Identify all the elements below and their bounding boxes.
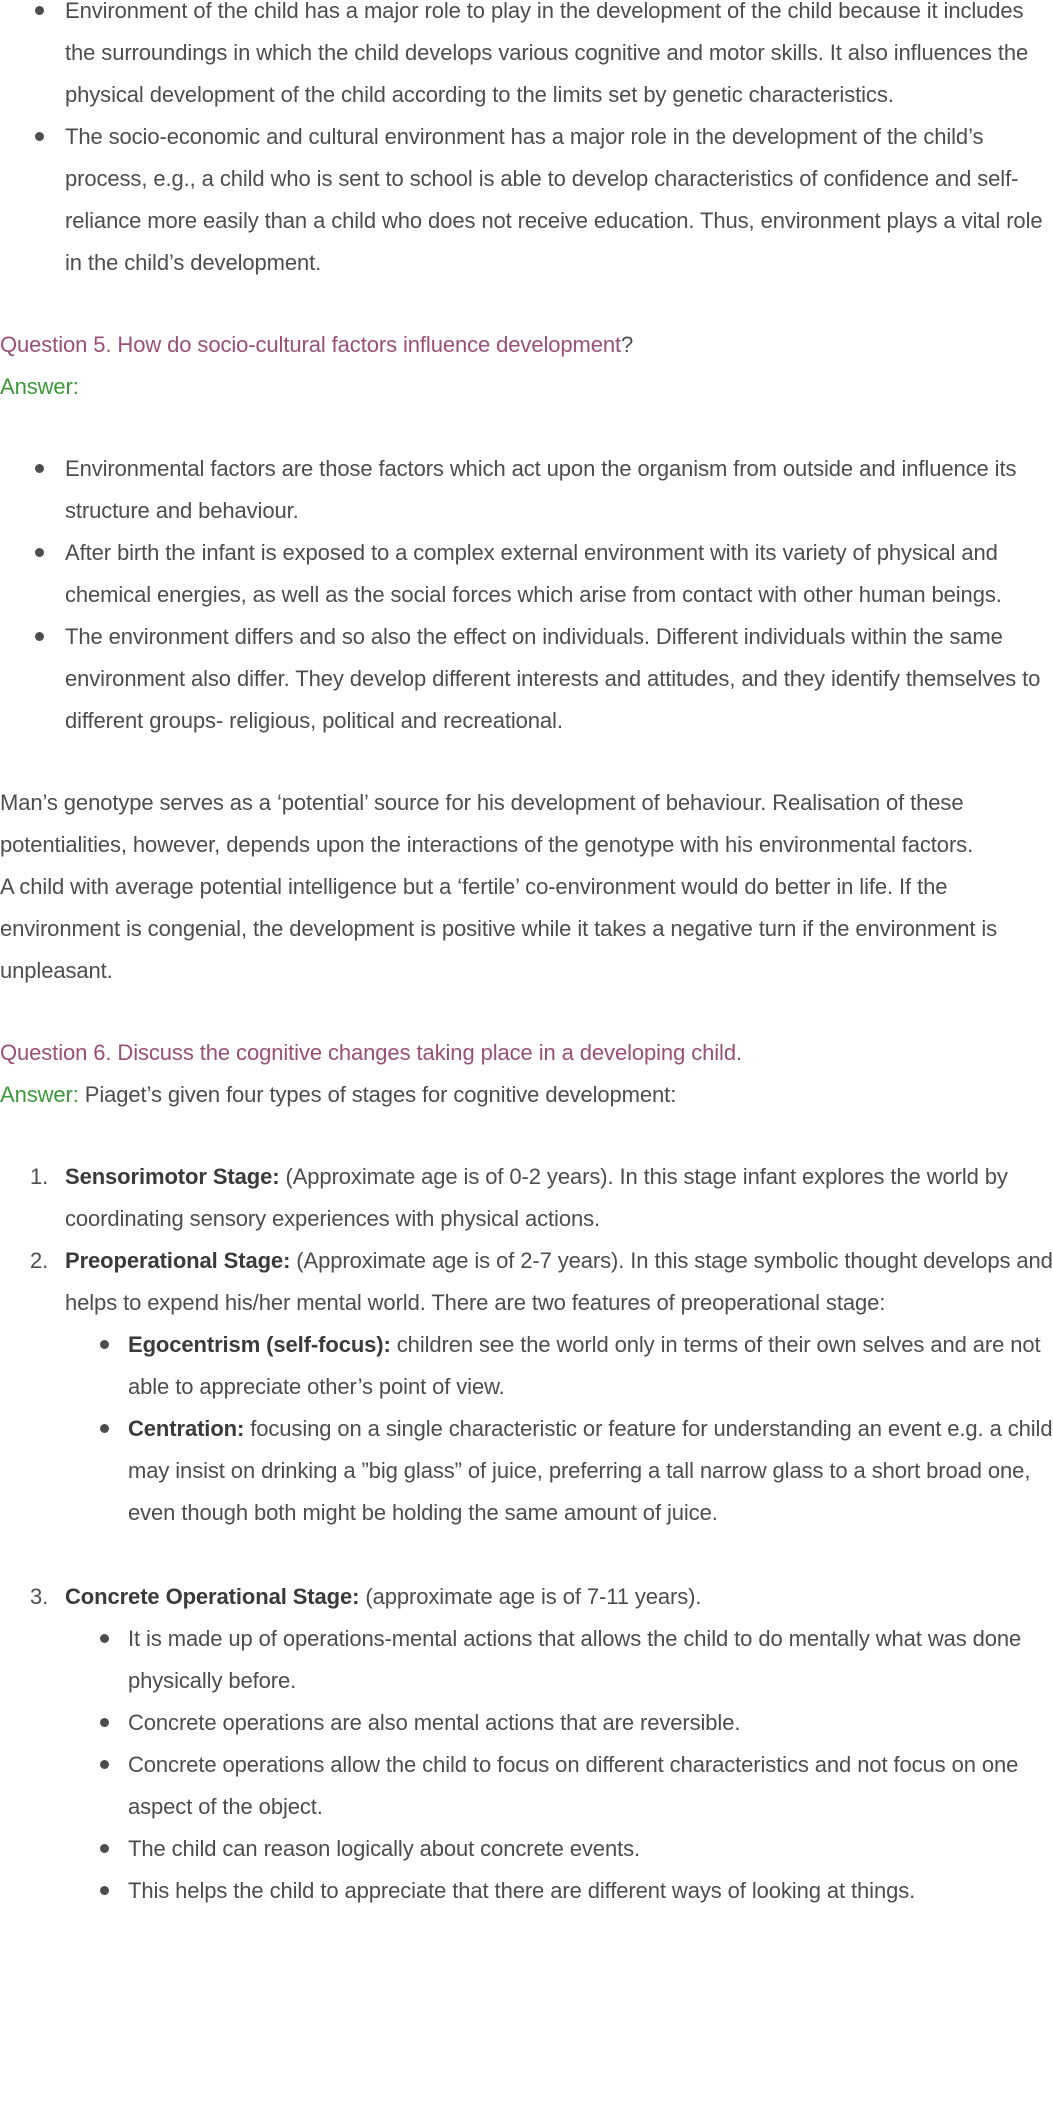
answer-6-text: Piaget’s given four types of stages for cognitive development:: [78, 1082, 677, 1107]
list-item: Egocentrism (self-focus): children see the world only in terms of their own selves and are not able to appreciate other’s point of view.: [128, 1324, 1053, 1408]
list-item: The child can reason logically about concrete events.: [128, 1828, 1053, 1870]
list-item: The socio-economic and cultural environment has a major role in the development of the child’s process, e.g., a child who is sent to school is able to develop characteristics of confidence and self-reliance more easily than a child who does not receive education. Thus, environment plays a vital role in the child’s development.: [65, 116, 1053, 284]
list-item: It is made up of operations-mental actions that allows the child to do mentally what was done physically before.: [128, 1618, 1053, 1702]
list-item: Environmental factors are those factors which act upon the organism from outside and influence its structure and behaviour.: [65, 448, 1053, 532]
question-6-heading: Question 6. Discuss the cognitive changes taking place in a developing child.: [0, 1040, 742, 1065]
stage-sub-list: [64, 1618, 1053, 1912]
cognitive-stages-list: [0, 1156, 1053, 1912]
list-item: The environment differs and so also the effect on individuals. Different individuals within the same environment also differ. They develop different interests and attitudes, and they identify themselves to different groups- religious, political and recreational.: [65, 616, 1053, 742]
stage-item: [30, 1576, 1053, 1912]
stage-text: (approximate age is of 7-11 years).: [359, 1584, 702, 1609]
stage-number: 2.: [30, 1248, 49, 1273]
answer-5-label: Answer:: [0, 374, 79, 399]
list-item: Concrete operations allow the child to focus on different characteristics and not focus on one aspect of the object.: [128, 1744, 1053, 1828]
list-item: Concrete operations are also mental actions that are reversible.: [128, 1702, 1053, 1744]
list-item: This helps the child to appreciate that there are different ways of looking at things.: [128, 1870, 1053, 1912]
q5-bullet-list: [0, 448, 1053, 742]
stage-number: 3.: [30, 1584, 49, 1609]
stage-title: Concrete Operational Stage:: [65, 1584, 360, 1609]
intro-bullet-list: [0, 0, 1053, 284]
list-item: Centration: focusing on a single characteristic or feature for understanding an event e.g. a child may insist on drinking a ”big glass” of juice, preferring a tall narrow glass to a short broad one, even though both might be holding the same amount of juice.: [128, 1408, 1053, 1534]
stage-sub-list: [64, 1324, 1053, 1534]
list-item: After birth the infant is exposed to a complex external environment with its variety of physical and chemical energies, as well as the social forces which arise from contact with other human beings.: [65, 532, 1053, 616]
stage-text: (Approximate age is of 2-7 years). In this stage symbolic thought develops and helps to expend his/her mental world. There are two features of preoperational stage:: [65, 1248, 1053, 1315]
list-item: Environment of the child has a major role to play in the development of the child because it includes the surroundings in which the child develops various cognitive and motor skills. It also influences the physical development of the child according to the limits set by genetic characteristics.: [65, 0, 1053, 116]
stage-text: (Approximate age is of 0-2 years). In this stage infant explores the world by coordinating sensory experiences with physical actions.: [65, 1164, 1008, 1231]
answer-6-label: Answer:: [0, 1082, 79, 1107]
question-5-heading: Question 5. How do socio-cultural factors influence development?: [0, 332, 634, 357]
stage-title: Sensorimotor Stage:: [65, 1164, 280, 1189]
stage-number: 1.: [30, 1164, 49, 1189]
q5-paragraph: A child with average potential intelligence but a ‘fertile’ co-environment would do better in life. If the environment is congenial, the development is positive while it takes a negative turn if the environment is unpleasant.: [0, 874, 998, 983]
stage-item: [30, 1240, 1053, 1576]
stage-item: [30, 1156, 1053, 1240]
answer-6-line: [0, 1074, 1053, 1116]
stage-title: Preoperational Stage:: [65, 1248, 291, 1273]
q5-paragraph: Man’s genotype serves as a ‘potential’ source for his development of behaviour. Realisation of these potentialities, however, depends upon the interactions of the genotype with his environmental factors.: [0, 790, 974, 857]
